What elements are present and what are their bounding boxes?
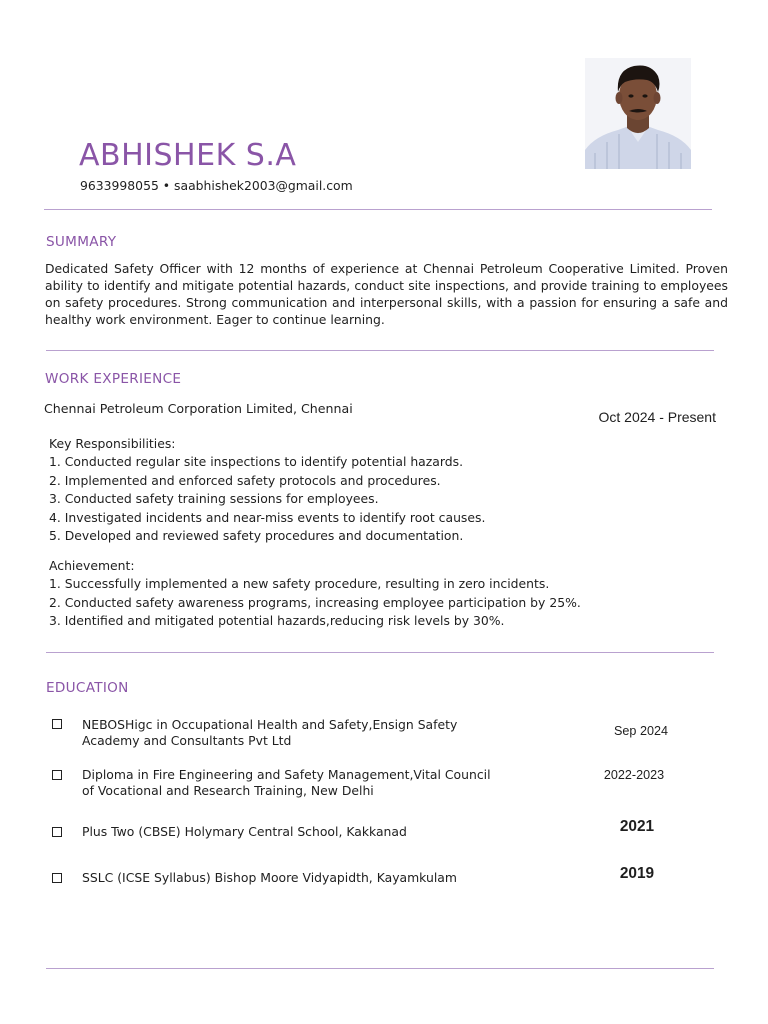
checkbox-icon xyxy=(52,827,62,837)
education-year: 2021 xyxy=(619,818,655,835)
list-item: 1. Conducted regular site inspections to identify potential hazards. xyxy=(49,454,464,470)
summary-heading: SUMMARY xyxy=(46,234,117,250)
divider xyxy=(44,209,712,210)
checkbox-icon xyxy=(52,719,62,729)
contact-separator: • xyxy=(158,178,175,193)
summary-text: Dedicated Safety Officer with 12 months of experience at Chennai Petroleum Cooperative Limited. Proven ability to identify and mitigate potential hazards, conduct site inspections, and provide training to employees on safety procedures. Strong communication and interpersonal skills, with a passion for ensuring a safe and healthy work environment. Eager to continue learning. xyxy=(45,261,728,327)
achievements-heading: Achievement: xyxy=(49,558,135,573)
divider xyxy=(46,350,714,351)
education-year: Sep 2024 xyxy=(614,724,668,738)
education-year: 2022-2023 xyxy=(603,768,665,782)
employment-dates: Oct 2024 - Present xyxy=(598,409,716,425)
email-address[interactable]: saabhishek2003@gmail.com xyxy=(174,178,353,193)
education-title: NEBOSHigc in Occupational Health and Safety,Ensign Safety Academy and Consultants Pvt Ltd xyxy=(82,717,458,748)
list-item: 2. Conducted safety awareness programs, increasing employee participation by 25%. xyxy=(49,594,581,610)
checkbox-icon xyxy=(52,770,62,780)
list-item: 2. Implemented and enforced safety protocols and procedures. xyxy=(49,472,441,488)
education-year: 2019 xyxy=(619,865,655,882)
contact-line xyxy=(80,178,353,194)
work-experience-heading: WORK EXPERIENCE xyxy=(45,371,182,387)
company-name: Chennai Petroleum Corporation Limited, Chennai xyxy=(44,401,353,416)
checkbox-icon xyxy=(52,873,62,883)
list-item: 1. Successfully implemented a new safety procedure, resulting in zero incidents. xyxy=(49,576,550,592)
list-item: 3. Conducted safety training sessions for employees. xyxy=(49,491,379,507)
education-heading: EDUCATION xyxy=(46,680,129,696)
responsibilities-heading: Key Responsibilities: xyxy=(49,436,176,451)
education-title: Plus Two (CBSE) Holymary Central School, Kakkanad xyxy=(82,824,407,839)
list-item: 4. Investigated incidents and near-miss events to identify root causes. xyxy=(49,509,486,525)
list-item: 5. Developed and reviewed safety procedures and documentation. xyxy=(49,528,464,544)
divider xyxy=(46,968,714,969)
phone-number: 9633998055 xyxy=(80,178,159,193)
responsibilities-list xyxy=(49,435,485,545)
divider xyxy=(46,652,714,653)
profile-photo xyxy=(585,58,691,169)
list-item: 3. Identified and mitigated potential hazards,reducing risk levels by 30%. xyxy=(49,613,505,629)
education-title: Diploma in Fire Engineering and Safety Management,Vital Council of Vocational and Research Training, New Delhi xyxy=(82,767,491,798)
candidate-name: ABHISHEK S.A xyxy=(79,138,297,173)
achievements-list xyxy=(49,557,581,631)
education-title: SSLC (ICSE Syllabus) Bishop Moore Vidyapidth, Kayamkulam xyxy=(82,870,457,885)
